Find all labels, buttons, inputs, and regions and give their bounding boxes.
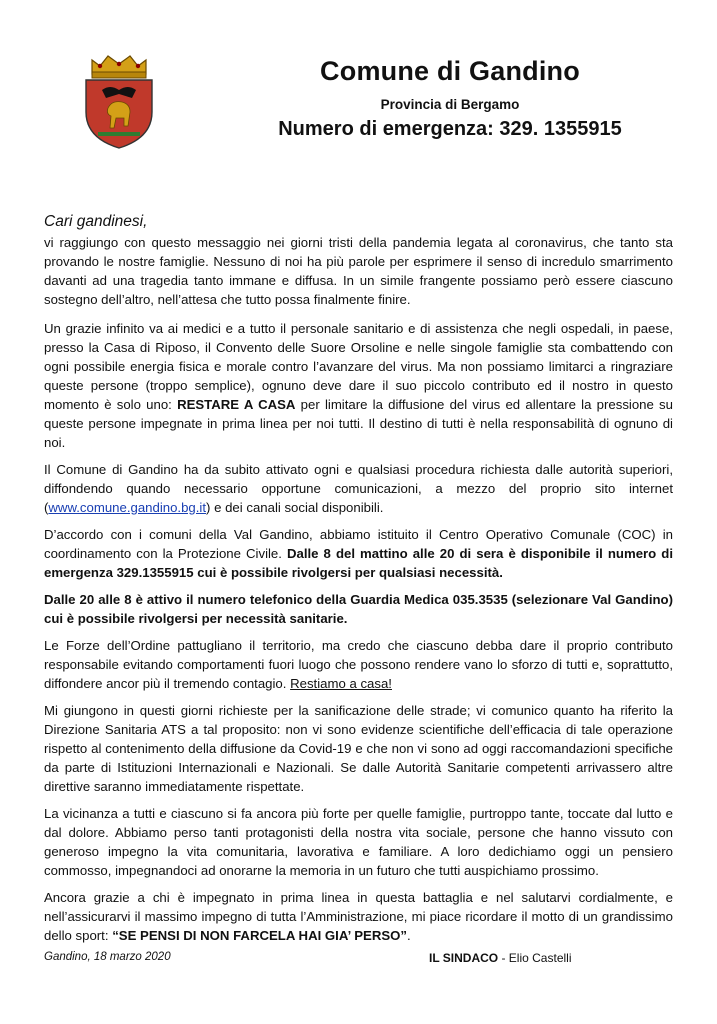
greeting: Cari gandinesi, xyxy=(44,213,148,230)
paragraph-3-text-a: Il Comune di Gandino ha da subito attivato ogni e qualsiasi procedura richiesta dalle autorità superiori, diffondendo quando necessario opportune comunicazioni, a mezzo del proprio sito internet ( xyxy=(44,462,673,515)
paragraph-6-text-a: Le Forze dell’Ordine pattugliano il territorio, ma credo che ciascuno debba dare il proprio contributo responsabile evitando comportamenti fuori luogo che possono rendere vano lo sforzo di tutti e, soprattutto, diffondere ancor più il tremendo contagio. xyxy=(44,638,673,691)
paragraph-7: Mi giungono in questi giorni richieste per la sanificazione delle strade; vi comunico quanto ha riferito la Direzione Sanitaria ATS a tal proposito: non vi sono evidenze scientifiche dell’efficacia di tale operazione rispetto al contenimento della diffusione da Covid-19 e che non vi sono ad oggi raccomandazioni specifiche da parte di Istituzioni Internazionali e Nazionali. Se dalle Autorità Sanitarie competenti arrivassero altre direttive saranno immediatamente rispettate. xyxy=(44,703,673,794)
municipality-title: Comune di Gandino xyxy=(320,56,580,86)
stay-home-underlined: Restiamo a casa! xyxy=(290,676,392,691)
paragraph-3-text-b: ) e dei canali social disponibili. xyxy=(206,500,384,515)
paragraph-4-text-a: D’accordo con i comuni della Val Gandino, abbiamo istituito il Centro Operativo Comunale (COC) in coordinamento con la Protezione Civile. xyxy=(44,527,673,561)
paragraph-2 xyxy=(44,319,673,452)
paragraph-2-text-a: Un grazie infinito va ai medici e a tutto il personale sanitario e di assistenza che negli ospedali, in paese, presso la Casa di Riposo, il Convento delle Suore Orsoline e nelle singole famiglie sta combattendo con ogni possibile energia fisica e morale contro l’avanzare del virus. Ma non possiamo limitarci a ringraziare queste persone (troppo semplice), ognuno deve dare il suo piccolo contributo ed il nostro in questo momento è solo uno: xyxy=(44,321,673,412)
paragraph-9-text-b: . xyxy=(407,928,411,943)
stay-home-emphasis: RESTARE A CASA xyxy=(177,397,296,412)
paragraph-9 xyxy=(44,888,673,945)
motto-emphasis: “SE PENSI DI NON FARCELA HAI GIA’ PERSO” xyxy=(112,928,407,943)
paragraph-2-text-b: per limitare la diffusione del virus ed allentare la pressione su queste persone impegnate in prima linea per noi tutti. Il destino di tutti è nella responsabilità di ognuno di noi. xyxy=(44,397,673,450)
letterhead xyxy=(240,56,660,141)
signature-role: IL SINDACO xyxy=(429,951,499,965)
letter-date: Gandino, 18 marzo 2020 xyxy=(44,951,171,963)
emergency-number: Numero di emergenza: 329. 1355915 xyxy=(278,118,622,140)
paragraph-8: La vicinanza a tutti e ciascuno si fa ancora più forte per quelle famiglie, purtroppo tante, toccate dal lutto e dal dolore. Abbiamo perso tanti protagonisti della nostra vita sociale, persone che hanno vissuto con generoso impegno la vita comunitaria, lavorativa e familiare. A loro dedichiamo oggi un pensiero commosso, impegnandoci ad onorarne la memoria in un futuro che tutti auspichiamo prossimo. xyxy=(44,806,673,878)
paragraph-6 xyxy=(44,636,673,693)
paragraph-9-text-a: Ancora grazie a chi è impegnato in prima linea in questa battaglia e nel salutarvi cordialmente, e nell’assicurarvi il massimo impegno di tutta l’Amministrazione, mi piace ricordare il motto di un grandissimo dello sport: xyxy=(44,890,673,943)
emergency-hours-emphasis: Dalle 8 del mattino alle 20 di sera è disponibile il numero di emergenza 329.1355915 cui è possibile rivolgersi per qualsiasi necessità. xyxy=(44,546,673,580)
paragraph-1: vi raggiungo con questo messaggio nei giorni tristi della pandemia legata al coronavirus, che tanto sta provando le nostre famiglie. Nessuno di noi ha più parole per esprimere il senso di incredulo smarrimento davanti ad una tragedia tanto immane e diffusa. In un simile frangente possiamo però essere ciascuno sostegno dell’altro, nell’attesa che tutto possa finalmente finire. xyxy=(44,235,673,307)
paragraph-4 xyxy=(44,525,673,582)
signature-separator: - xyxy=(498,951,509,965)
paragraph-3 xyxy=(44,460,673,517)
signature-name: Elio Castelli xyxy=(508,951,572,965)
paragraph-5: Dalle 20 alle 8 è attivo il numero telefonico della Guardia Medica 035.3535 (selezionare Val Gandino) cui è possibile rivolgersi per necessità sanitarie. xyxy=(44,592,673,626)
province-label: Provincia di Bergamo xyxy=(380,97,520,112)
website-link[interactable]: www.comune.gandino.bg.it xyxy=(48,500,207,515)
letter-body xyxy=(44,212,673,953)
signature xyxy=(429,951,572,965)
coat-of-arms-icon xyxy=(78,50,160,150)
